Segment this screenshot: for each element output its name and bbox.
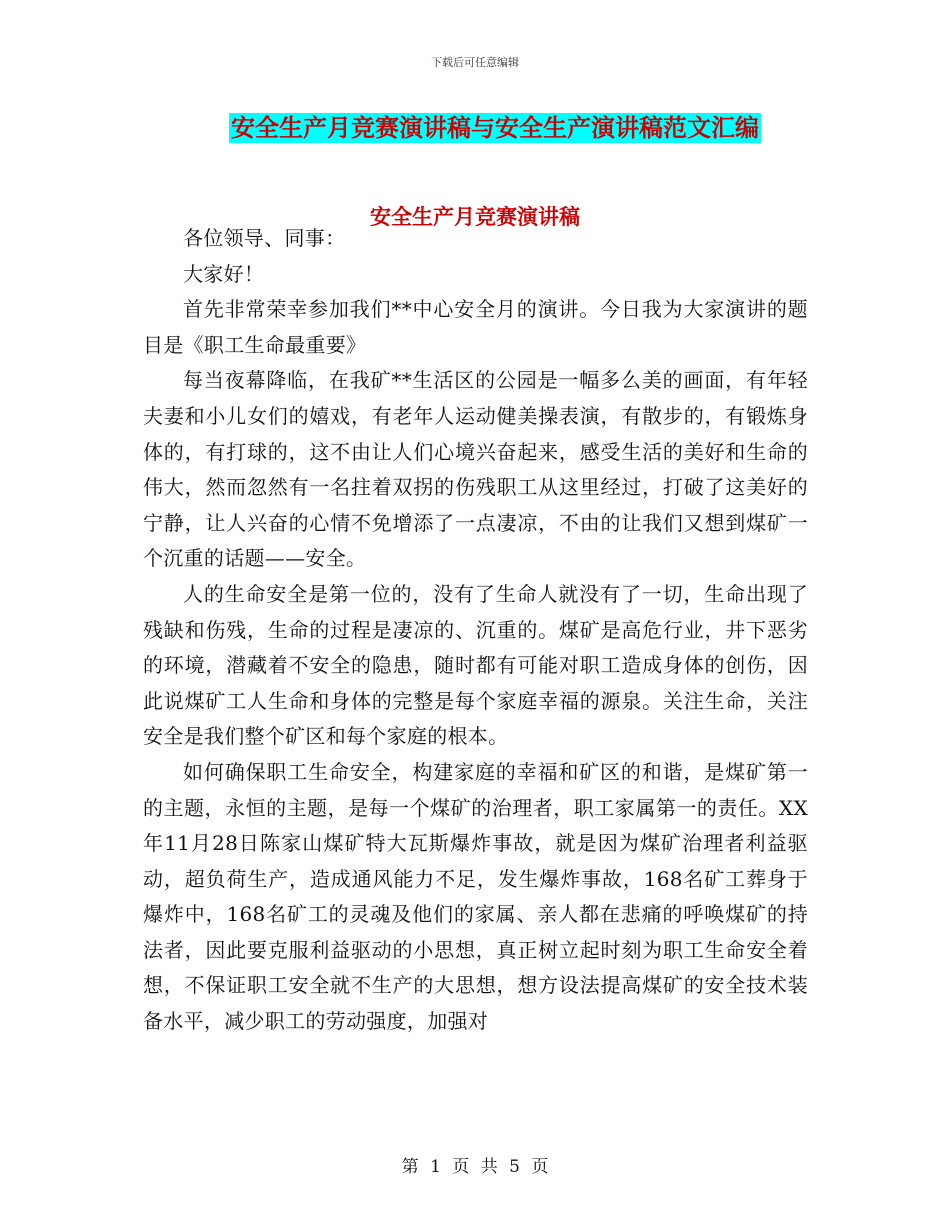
- section-title: 安全生产月竞赛演讲稿: [370, 205, 580, 229]
- main-title-container: [0, 113, 950, 143]
- header-note: 下载后可任意编辑: [431, 56, 519, 69]
- paragraph: 如何确保职工生命安全，构建家庭的幸福和矿区的和谐，是煤矿第一的主题，永恒的主题，是每一个煤矿的治理者，职工家属第一的责任。XX年11月28日陈家山煤矿特大瓦斯爆炸事故，就是因为煤矿治理者利益驱动，超负荷生产，造成通风能力不足，发生爆炸事故，168名矿工葬身于爆炸中，168名矿工的灵魂及他们的家属、亲人都在悲痛的呼唤煤矿的持法者，因此要克服利益驱动的小思想，真正树立起时刻为职工生命安全着想，不保证职工安全就不生产的大思想，想方设法提高煤矿的安全技术装备水平，减少职工的劳动强度，加强对: [143, 759, 808, 1034]
- page-number: 第 1 页 共 5 页: [401, 1157, 549, 1177]
- paragraph: 人的生命安全是第一位的，没有了生命人就没有了一切，生命出现了残缺和伤残，生命的过程是凄凉的、沉重的。煤矿是高危行业，井下恶劣的环境，潜藏着不安全的隐患，随时都有可能对职工造成身体的创伤，因此说煤矿工人生命和身体的完整是每个家庭幸福的源泉。关注生命，关注安全是我们整个矿区和每个家庭的根本。: [143, 581, 808, 749]
- paragraph: 每当夜幕降临，在我矿**生活区的公园是一幅多么美的画面，有年轻夫妻和小儿女们的嬉戏，有老年人运动健美操表演，有散步的，有锻炼身体的，有打球的，这不由让人们心境兴奋起来，感受生活的美好和生命的伟大，然而忽然有一名拄着双拐的伤残职工从这里经过，打破了这美好的宁静，让人兴奋的心情不免增添了一点凄凉，不由的让我们又想到煤矿一个沉重的话题——安全。: [143, 368, 808, 571]
- paragraph-greeting: 大家好！: [183, 261, 265, 286]
- main-title: 安全生产月竞赛演讲稿与安全生产演讲稿范文汇编: [231, 114, 759, 142]
- paragraph: 首先非常荣幸参加我们**中心安全月的演讲。今日我为大家演讲的题目是《职工生命最重要》: [143, 297, 808, 357]
- document-body: [143, 221, 808, 1040]
- paragraph-salutation: 各位领导、同事：: [183, 226, 346, 250]
